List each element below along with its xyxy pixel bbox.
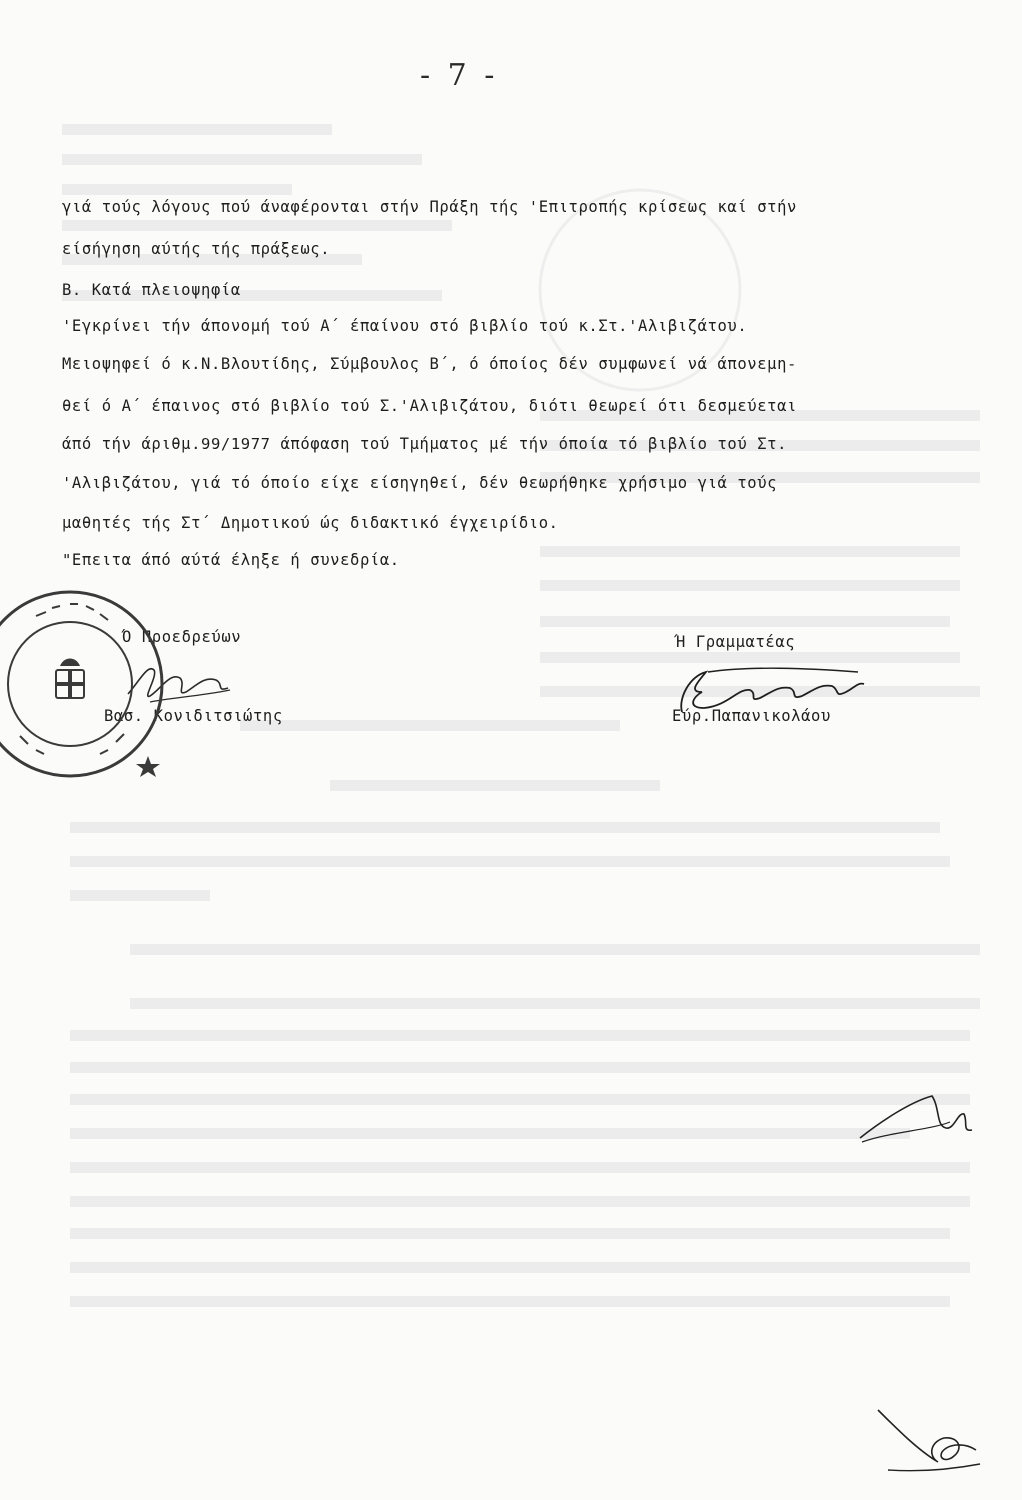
body-line-9: μαθητές τής Στ΄ Δημοτικού ώς διδακτικό έγχειρίδιο. [62, 514, 559, 532]
right-handwritten-signature [668, 662, 868, 720]
margin-initials-lower [868, 1390, 988, 1480]
left-signatory-name: Βασ. Κονιδιτσιώτης [104, 707, 283, 725]
body-line-4: 'Εγκρίνει τήν άπονομή τού Α΄ έπαίνου στό βιβλίο τού κ.Στ.'Αλιβιζάτου. [62, 317, 748, 335]
body-line-7: άπό τήν άριθμ.99/1977 άπόφαση τού Τμήματος μέ τήν όποία τό βιβλίο τού Στ. [62, 435, 788, 453]
margin-initials-upper [850, 1082, 980, 1152]
left-signatory-title: Ό Προεδρεύων [122, 628, 242, 646]
body-line-2: είσήγηση αύτής τής πράξεως. [62, 240, 331, 258]
body-line-3: Β. Κατά πλειοψηφία [62, 281, 241, 299]
page-number: - 7 - [420, 58, 499, 93]
body-line-8: 'Αλιβιζάτου, γιά τό όποίο είχε είσηγηθεί, δέν θεωρήθηκε χρήσιμο γιά τούς [62, 474, 778, 492]
body-line-10: "Επειτα άπό αύτά έληξε ή συνεδρία. [62, 551, 400, 569]
official-stamp [0, 586, 170, 786]
right-signatory-title: Ή Γραμματέας [676, 633, 796, 651]
right-signatory-name: Εύρ.Παπανικολάου [672, 707, 831, 725]
body-line-6: θεί ό Α΄ έπαινος στό βιβλίο τού Σ.'Αλιβιζάτου, διότι θεωρεί ότι δεσμεύεται [62, 397, 797, 415]
body-line-5: Μειοψηφεί ό κ.Ν.Βλουτίδης, Σύμβουλος Β΄, ό όποίος δέν συμφωνεί νά άπονεμη- [62, 355, 797, 373]
body-line-1: γιά τούς λόγους πού άναφέρονται στήν Πράξη τής 'Επιτροπής κρίσεως καί στήν [62, 198, 797, 216]
